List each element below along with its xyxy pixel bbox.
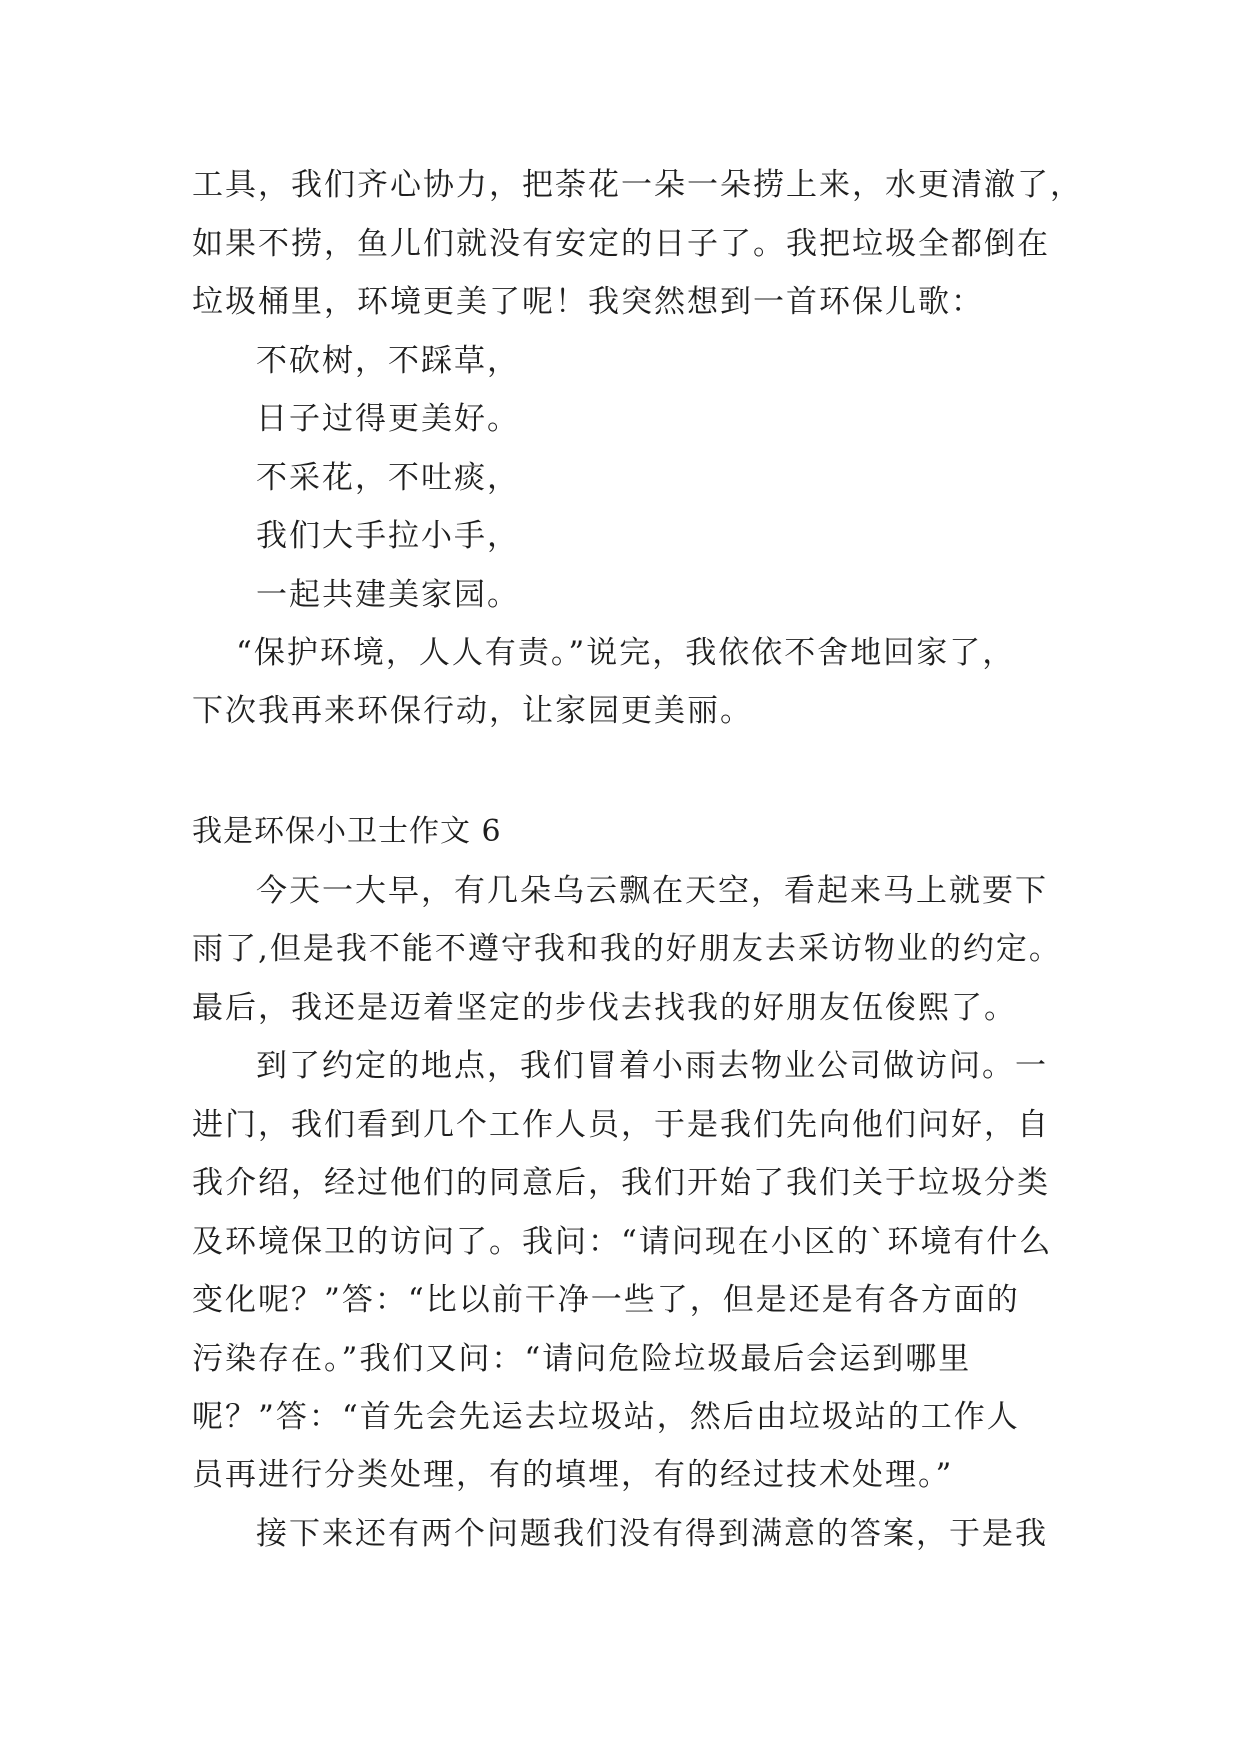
paragraph-line: 及环境保卫的访问了。我问：“请问现在小区的`环境有什么 xyxy=(192,1224,1053,1260)
poem-line: 不采花，不吐痰， xyxy=(256,460,520,496)
paragraph-line: 雨了,但是我不能不遵守我和我的好朋友去采访物业的约定。 xyxy=(192,931,1062,967)
paragraph-line: 进门，我们看到几个工作人员，于是我们先向他们问好，自 xyxy=(192,1107,1050,1143)
paragraph-line: 垃圾桶里，环境更美了呢！我突然想到一首环保儿歌： xyxy=(192,284,984,320)
paragraph-line: 变化呢？”答：“比以前干净一些了，但是还是有各方面的 xyxy=(192,1282,1020,1318)
paragraph-line: 今天一大早，有几朵乌云飘在天空，看起来马上就要下 xyxy=(256,873,1048,909)
section-heading: 我是环保小卫士作文 6 xyxy=(192,814,502,849)
paragraph-line: 下次我再来环保行动，让家园更美丽。 xyxy=(192,693,753,729)
paragraph-line: 呢？”答：“首先会先运去垃圾站，然后由垃圾站的工作人 xyxy=(192,1399,1020,1435)
paragraph-line: 污染存在。”我们又问：“请问危险垃圾最后会运到哪里 xyxy=(192,1341,972,1377)
poem-line: 我们大手拉小手， xyxy=(256,518,520,554)
poem-line: 一起共建美家园。 xyxy=(256,577,520,613)
paragraph-line: 工具，我们齐心协力，把荼花一朵一朵捞上来，水更清澈了， xyxy=(192,167,1083,203)
paragraph-line: 到了约定的地点，我们冒着小雨去物业公司做访问。一 xyxy=(256,1048,1048,1084)
paragraph-line: 接下来还有两个问题我们没有得到满意的答案，于是我 xyxy=(256,1516,1048,1552)
paragraph-line: 我介绍，经过他们的同意后，我们开始了我们关于垃圾分类 xyxy=(192,1165,1050,1201)
poem-line: 日子过得更美好。 xyxy=(256,401,520,437)
paragraph-line: 员再进行分类处理，有的填埋，有的经过技术处理。” xyxy=(192,1457,954,1493)
paragraph-line: 如果不捞，鱼儿们就没有安定的日子了。我把垃圾全都倒在 xyxy=(192,226,1050,262)
poem-line: 不砍树，不踩草， xyxy=(256,343,520,379)
paragraph-line: 最后，我还是迈着坚定的步伐去找我的好朋友伍俊熙了。 xyxy=(192,990,1017,1026)
paragraph-line: “保护环境，人人有责。”说完，我依依不舍地回家了， xyxy=(236,635,1016,671)
